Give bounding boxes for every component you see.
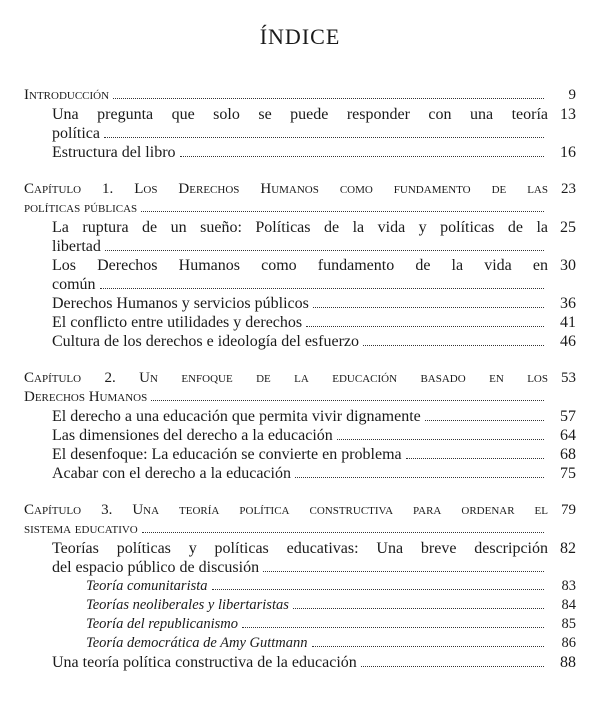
- toc-section: [24, 369, 576, 483]
- toc-section: [24, 180, 576, 351]
- page-number: 84: [561, 597, 576, 613]
- toc-entry-title: Una pregunta que solo se puede responder con una teoría: [52, 106, 548, 123]
- dot-leader: [100, 288, 544, 289]
- toc-entry-title: Los Derechos Humanos como fundamento de la vida en: [52, 257, 548, 274]
- page-number: 36: [560, 295, 576, 312]
- toc-entry-title: Teorías políticas y políticas educativas: Una breve descripción: [52, 540, 548, 557]
- toc-entry-title: Capítulo 2. Un enfoque de la educación basado en los: [24, 370, 548, 386]
- dot-leader: [113, 98, 544, 99]
- toc-entry-title: Capítulo 1. Los Derechos Humanos como fundamento de las: [24, 181, 548, 197]
- toc-section: [24, 501, 576, 672]
- toc-entry-title: El conflicto entre utilidades y derechos: [52, 314, 303, 331]
- toc-entry: [24, 105, 576, 143]
- toc-entry: [24, 143, 576, 162]
- dot-leader: [141, 211, 544, 212]
- toc-entry: [24, 596, 576, 615]
- dot-leader: [312, 646, 544, 647]
- toc-entry: [24, 653, 576, 672]
- toc-entry-title: común: [52, 276, 96, 293]
- page-title: ÍNDICE: [259, 24, 341, 49]
- toc-entry: [24, 256, 576, 294]
- dot-leader: [425, 420, 544, 421]
- toc-entry-title: Las dimensiones del derecho a la educación: [52, 427, 333, 444]
- toc-entry: [24, 539, 576, 577]
- toc-entry-title: libertad: [52, 238, 101, 255]
- toc-entry-title: Estructura del libro: [52, 144, 176, 161]
- page-number: 9: [568, 87, 576, 103]
- dot-leader: [337, 439, 544, 440]
- toc-section: [24, 86, 576, 162]
- page-number: 46: [560, 333, 576, 350]
- toc-entry: [24, 464, 576, 483]
- dot-leader: [361, 666, 544, 667]
- dot-leader: [242, 627, 544, 628]
- page-number: 82: [560, 540, 576, 557]
- page-number: 83: [561, 578, 576, 594]
- page-number: 16: [560, 144, 576, 161]
- toc-entry-title: El desenfoque: La educación se convierte en problema: [52, 446, 402, 463]
- dot-leader: [295, 477, 544, 478]
- page-number: 23: [561, 181, 576, 197]
- toc-chapter-entry: [24, 501, 576, 539]
- page-number: 57: [560, 408, 576, 425]
- dot-leader: [406, 458, 544, 459]
- page-number: 64: [560, 427, 576, 444]
- page-number: 85: [561, 616, 576, 632]
- toc-entry: [24, 577, 576, 596]
- page-number: 25: [560, 219, 576, 236]
- toc-entry-title: Acabar con el derecho a la educación: [52, 465, 291, 482]
- toc-entry-title: Teoría del republicanismo: [86, 616, 238, 632]
- dot-leader: [212, 589, 544, 590]
- toc-entry-title: Teoría democrática de Amy Guttmann: [86, 635, 308, 651]
- toc-entry-title: del espacio público de discusión: [52, 559, 260, 576]
- toc-entry-title: El derecho a una educación que permita vivir dignamente: [52, 408, 421, 425]
- toc-entry: [24, 313, 576, 332]
- page-number: 53: [561, 370, 576, 386]
- dot-leader: [306, 326, 544, 327]
- dot-leader: [363, 345, 544, 346]
- dot-leader: [142, 532, 544, 533]
- dot-leader: [104, 137, 544, 138]
- page-number: 75: [560, 465, 576, 482]
- toc-entry-title: política: [52, 125, 100, 142]
- toc-entry-title: Derechos Humanos y servicios públicos: [52, 295, 309, 312]
- toc-entry-title: La ruptura de un sueño: Políticas de la vida y políticas de la: [52, 219, 548, 236]
- dot-leader: [263, 571, 544, 572]
- toc-entry-title: Una teoría política constructiva de la educación: [52, 654, 357, 671]
- toc-entry-title: Teorías neoliberales y libertaristas: [86, 597, 289, 613]
- page-number: 86: [561, 635, 576, 651]
- toc-entry-title: políticas públicas: [24, 200, 138, 216]
- toc-entry: [24, 407, 576, 426]
- dot-leader: [151, 400, 544, 401]
- toc-entry: [24, 332, 576, 351]
- page-number: 68: [560, 446, 576, 463]
- page-number: 88: [560, 654, 576, 671]
- toc-entry: [24, 426, 576, 445]
- toc-chapter-entry: [24, 86, 576, 105]
- toc-entry: [24, 615, 576, 634]
- toc-entry-title: Teoría comunitarista: [86, 578, 208, 594]
- dot-leader: [293, 608, 544, 609]
- table-of-contents: [24, 86, 576, 690]
- toc-entry: [24, 634, 576, 653]
- toc-entry: [24, 218, 576, 256]
- page-number: 41: [560, 314, 576, 331]
- toc-entry: [24, 294, 576, 313]
- toc-chapter-entry: [24, 369, 576, 407]
- dot-leader: [180, 156, 544, 157]
- toc-entry-title: Capítulo 3. Una teoría política constructiva para ordenar el: [24, 502, 548, 518]
- page-number: 79: [561, 502, 576, 518]
- toc-entry: [24, 445, 576, 464]
- toc-entry-title: Introducción: [24, 87, 110, 103]
- toc-entry-title: Derechos Humanos: [24, 389, 148, 405]
- dot-leader: [313, 307, 544, 308]
- toc-entry-title: Cultura de los derechos e ideología del esfuerzo: [52, 333, 359, 350]
- toc-entry-title: sistema educativo: [24, 521, 138, 537]
- dot-leader: [105, 250, 544, 251]
- toc-chapter-entry: [24, 180, 576, 218]
- page-number: 13: [560, 106, 576, 123]
- page-number: 30: [560, 257, 576, 274]
